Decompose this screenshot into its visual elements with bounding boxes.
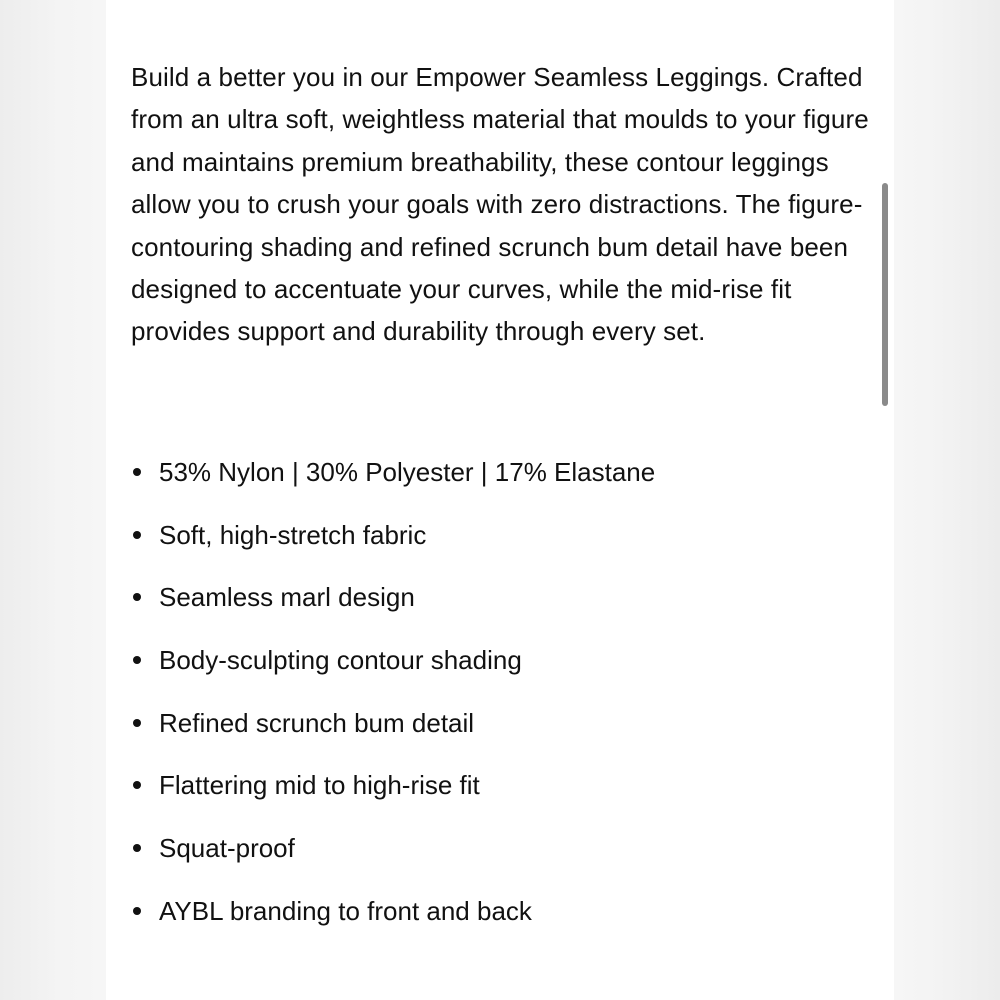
list-item	[131, 634, 871, 697]
feature-text: Seamless marl design	[159, 582, 415, 613]
bullet-icon	[133, 781, 141, 789]
list-item	[131, 509, 871, 572]
bullet-icon	[133, 593, 141, 601]
list-item	[131, 822, 871, 885]
feature-text: Flattering mid to high-rise fit	[159, 770, 480, 801]
bullet-icon	[133, 907, 141, 915]
product-description: Build a better you in our Empower Seamless Leggings. Crafted from an ultra soft, weightless material that moulds to your figure and maintains premium breathability, these contour leggings allow you to crush your goals with zero distractions. The figure-contouring shading and refined scrunch bum detail have been designed to accentuate your curves, while the mid-rise fit provides support and durability through every set.	[131, 62, 869, 347]
bullet-icon	[133, 844, 141, 852]
list-item	[131, 571, 871, 634]
bullet-icon	[133, 468, 141, 476]
feature-list	[131, 446, 871, 948]
feature-text: AYBL branding to front and back	[159, 895, 532, 926]
feature-text: Body-sculpting contour shading	[159, 645, 522, 676]
feature-text: Refined scrunch bum detail	[159, 707, 475, 738]
bullet-icon	[133, 531, 141, 539]
list-item	[131, 697, 871, 760]
feature-text: 53% Nylon | 30% Polyester | 17% Elastane	[159, 457, 656, 487]
feature-text: Squat-proof	[159, 833, 295, 864]
list-item	[131, 885, 871, 948]
feature-text: Soft, high-stretch fabric	[159, 519, 427, 550]
list-item	[131, 446, 871, 509]
vertical-scrollbar[interactable]	[882, 183, 888, 406]
list-item	[131, 759, 871, 822]
bullet-icon	[133, 719, 141, 727]
bullet-icon	[133, 656, 141, 664]
